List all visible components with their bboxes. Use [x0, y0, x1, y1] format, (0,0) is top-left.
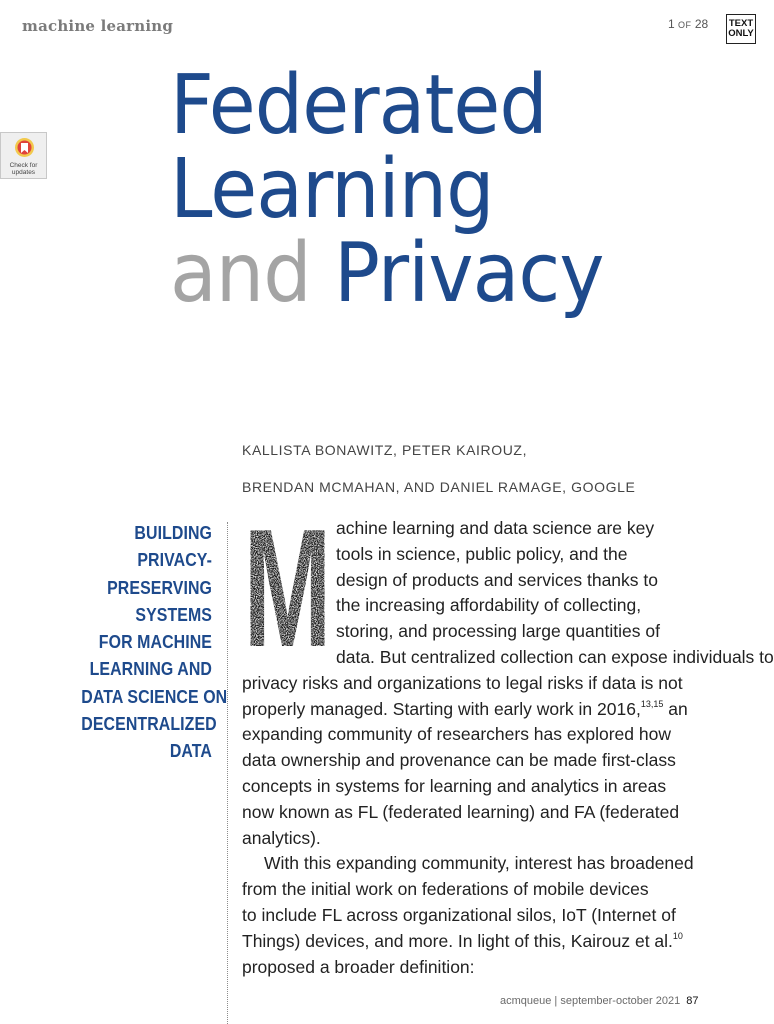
body-line: proposed a broader definition: — [242, 956, 475, 977]
text-only-label-line2: ONLY — [728, 28, 754, 39]
body-line: expanding community of researchers has explored how — [242, 724, 671, 745]
pullquote-line: PRESERVING — [107, 576, 212, 598]
body-line: data ownership and provenance can be made first-class — [242, 750, 676, 771]
pullquote-line: SYSTEMS — [135, 603, 212, 625]
page-footer — [500, 995, 699, 1007]
body-line: With this expanding community, interest has broadened — [264, 853, 694, 874]
body-line: to include FL across organizational silos, IoT (Internet of — [242, 904, 676, 925]
check-for-updates-badge[interactable] — [0, 132, 47, 179]
pullquote-line: LEARNING AND — [89, 658, 212, 680]
page-current: 1 — [668, 17, 675, 31]
badge-label-line1: Check for — [9, 162, 38, 169]
body-line-with-citation — [242, 697, 712, 723]
page-counter — [668, 17, 708, 31]
body-line: concepts in systems for learning and analytics in areas — [242, 775, 667, 796]
citation-ref[interactable]: 10 — [672, 930, 683, 941]
title-line1: Federated — [170, 58, 547, 153]
body-line: storing, and processing large quantities of — [336, 621, 660, 642]
title-and: and — [170, 226, 311, 321]
footer-publication: acmqueue | september-october 2021 — [500, 995, 681, 1007]
footer-page-number: 87 — [686, 995, 699, 1007]
body-line: from the initial work on federations of mobile devices — [242, 879, 649, 900]
drop-cap-letter — [242, 494, 333, 682]
body-text: an — [663, 698, 688, 719]
body-line: the increasing affordability of collecting, — [336, 595, 642, 616]
body-line: data. But centralized collection can expose individuals to — [336, 646, 774, 667]
author-line2: BRENDAN MCMAHAN, AND DANIEL RAMAGE, GOOGLE — [242, 479, 636, 495]
body-line: tools in science, public policy, and the — [336, 543, 628, 564]
article-title — [170, 58, 604, 321]
page-total: 28 — [694, 17, 709, 31]
body-line: privacy risks and organizations to legal risks if data is not — [242, 672, 683, 693]
paragraph-2 — [242, 851, 712, 980]
badge-label-line2: updates — [11, 169, 36, 176]
pullquote-line: PRIVACY- — [137, 549, 212, 571]
author-line1: KALLISTA BONAWITZ, PETER KAIROUZ, — [242, 442, 528, 458]
body-line: design of products and services thanks to — [336, 569, 658, 590]
body-line: achine learning and data science are key — [336, 518, 655, 538]
section-tag: machine learning — [22, 17, 174, 35]
pullquote-line: DATA SCIENCE ON — [81, 685, 228, 707]
title-line3 — [170, 226, 604, 321]
pull-quote — [81, 519, 228, 765]
text-only-button[interactable] — [726, 14, 756, 44]
title-privacy: Privacy — [334, 226, 604, 321]
body-line: now known as FL (federated learning) and FA (federated — [242, 801, 680, 822]
column-divider — [227, 522, 228, 1024]
body-line-with-citation — [242, 929, 712, 955]
body-text: Things) devices, and more. In light of this, Kairouz et al. — [242, 930, 673, 951]
pullquote-line: BUILDING — [134, 522, 212, 543]
pullquote-line: FOR MACHINE — [98, 631, 212, 653]
title-line2: Learning — [170, 142, 494, 237]
page-of-label: OF — [678, 20, 692, 30]
body-line: analytics). — [242, 827, 321, 848]
pullquote-line: DECENTRALIZED — [81, 713, 217, 735]
bookmark-icon — [14, 137, 35, 165]
body-text: properly managed. Starting with early work in 2016, — [242, 698, 641, 719]
text-only-label-line1: TEXT — [728, 18, 754, 29]
citation-ref[interactable]: 13,15 — [640, 698, 664, 709]
pullquote-line: DATA — [169, 740, 212, 762]
article-body — [242, 494, 774, 980]
svg-text:M: M — [243, 494, 332, 682]
